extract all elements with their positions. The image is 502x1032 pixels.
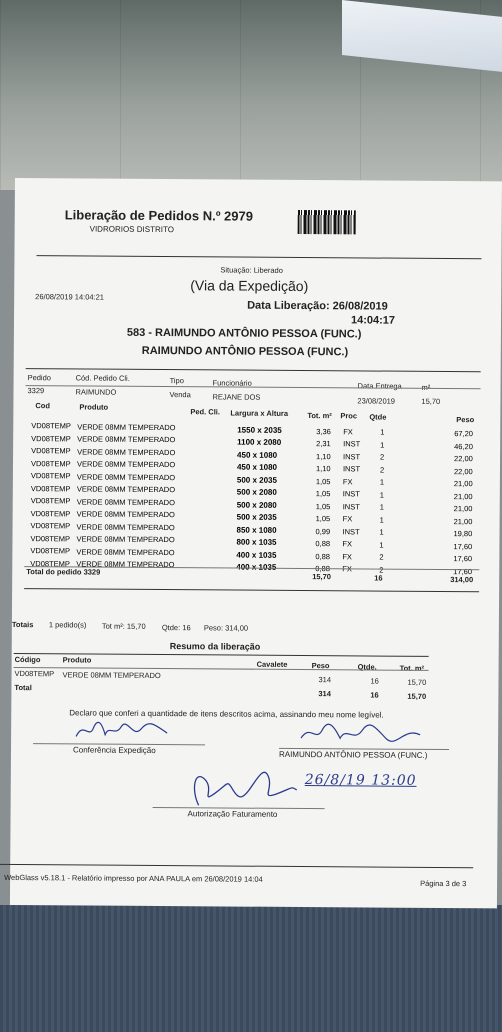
- resumo-col-peso: Peso: [311, 661, 330, 671]
- cell-produto: VERDE 08MM TEMPERADO: [76, 497, 175, 507]
- cliente-line2: RAIMUNDO ANTÔNIO PESSOA (FUNC.): [141, 344, 349, 359]
- value-funcionario: REJANE DOS: [212, 392, 261, 402]
- cell-proc: INST: [343, 452, 361, 462]
- cliente-line1: 583 - RAIMUNDO ANTÔNIO PESSOA (FUNC.): [126, 326, 362, 341]
- cell-peso: 17,60: [453, 541, 473, 551]
- cell-qtde: 1: [379, 527, 384, 537]
- cell-dimensions: 500 x 2080: [236, 500, 277, 510]
- cell-dimensions: 500 x 2035: [236, 475, 277, 485]
- cell-proc: FX: [342, 477, 353, 487]
- resumo-peso: 314: [318, 675, 332, 685]
- value-cod-pedido-cli: RAIMUNDO: [75, 387, 117, 397]
- cell-qtde: 1: [379, 540, 384, 550]
- signature-conferencia: [71, 716, 181, 745]
- cell-m2: 1,05: [315, 514, 331, 524]
- order-total-qtde: 16: [374, 573, 383, 583]
- cell-peso: 22,00: [453, 466, 473, 476]
- cell-m2: 1,10: [316, 451, 331, 461]
- value-data-entrega: 23/08/2019: [357, 396, 396, 406]
- cell-m2: 1,05: [315, 489, 331, 499]
- resumo-col-qtde: Qtde.: [357, 662, 377, 672]
- cell-m2: 0,99: [315, 526, 331, 536]
- cell-dimensions: 1550 x 2035: [237, 425, 282, 435]
- cell-dimensions: 1100 x 2080: [237, 437, 282, 448]
- cell-m2: 1,05: [315, 476, 331, 486]
- resumo-produto: VERDE 08MM TEMPERADO: [62, 670, 161, 681]
- col-peso: Peso: [456, 415, 475, 425]
- col-cod: Cod: [35, 401, 51, 411]
- cell-proc: FX: [343, 427, 353, 437]
- totais-pedidos: 1 pedido(s): [48, 620, 87, 630]
- signature-cliente: [296, 720, 426, 749]
- background-fabric: [0, 905, 502, 1032]
- totais-label: Totais: [11, 619, 34, 630]
- cell-dimensions: 450 x 1080: [237, 450, 278, 460]
- resumo-col-codigo: Código: [14, 655, 41, 665]
- handwritten-date: 26/8/19 13:00: [304, 772, 417, 789]
- declaracao: Declaro que conferi a quantidade de itens descritos acima, assinando meu nome legível.: [69, 708, 384, 720]
- resumo-total-label: Total: [14, 683, 32, 693]
- conferencia-label: Conferência Expedição: [72, 745, 156, 755]
- cell-qtde: 1: [380, 427, 385, 437]
- totais-qtde: Qtde: 16: [161, 623, 191, 633]
- cell-cod: VD08TEMP: [30, 533, 71, 544]
- signature-autorizacao: [181, 759, 301, 812]
- cell-peso: 21,00: [453, 504, 473, 514]
- label-pedido: Pedido: [27, 373, 51, 383]
- cell-m2: 2,31: [316, 439, 331, 449]
- cell-dimensions: 500 x 2035: [236, 512, 277, 523]
- cell-cod: VD08TEMP: [30, 546, 71, 556]
- cell-cod: VD08TEMP: [30, 471, 71, 481]
- cell-peso: 17,60: [453, 566, 473, 576]
- resumo-codigo: VD08TEMP: [14, 669, 55, 679]
- resumo-col-tot-m2: Tot. m²: [399, 663, 425, 673]
- cell-proc: INST: [342, 527, 360, 537]
- resumo-total-peso: 314: [318, 689, 331, 699]
- cell-proc: FX: [342, 564, 352, 574]
- cell-produto: VERDE 08MM TEMPERADO: [77, 447, 176, 457]
- value-m2: 15,70: [421, 396, 441, 406]
- cell-qtde: 2: [379, 565, 384, 575]
- cliente-signature-label: RAIMUNDO ANTÔNIO PESSOA (FUNC.): [278, 749, 428, 760]
- cell-m2: 0,88: [315, 551, 331, 561]
- cell-qtde: 1: [379, 490, 384, 500]
- cell-m2: 0,88: [315, 539, 331, 549]
- hora-liberacao: 14:04:17: [350, 314, 396, 327]
- label-tipo: Tipo: [169, 376, 184, 386]
- divider: [24, 588, 479, 592]
- label-m2: m²: [421, 382, 431, 392]
- cell-dimensions: 400 x 1035: [236, 550, 277, 560]
- autorizacao-label: Autorização Faturamento: [187, 809, 278, 819]
- resumo-total-qtde: 16: [370, 690, 379, 700]
- cell-produto: VERDE 08MM TEMPERADO: [76, 509, 175, 520]
- cell-produto: VERDE 08MM TEMPERADO: [76, 559, 175, 570]
- resumo-col-cavalete: Cavalete: [256, 659, 288, 669]
- cell-produto: VERDE 08MM TEMPERADO: [76, 522, 175, 532]
- value-pedido: 3329: [27, 386, 45, 396]
- cell-m2: 1,05: [315, 501, 331, 511]
- order-total-peso: 314,00: [450, 575, 474, 585]
- col-ped-cli: Ped. Cli.: [190, 407, 220, 417]
- cell-cod: VD08TEMP: [30, 558, 70, 569]
- print-datetime: 26/08/2019 14:04:21: [35, 292, 105, 302]
- cell-proc: INST: [343, 439, 361, 449]
- cell-peso: 19,80: [453, 529, 473, 539]
- cell-cod: VD08TEMP: [31, 433, 71, 444]
- cell-dimensions: 500 x 2080: [236, 487, 277, 498]
- cell-proc: INST: [342, 464, 361, 474]
- cell-qtde: 1: [379, 502, 384, 512]
- cell-dimensions: 400 x 1035: [236, 562, 277, 573]
- col-larg-alt: Largura x Altura: [230, 408, 289, 418]
- order-total-m2: 15,70: [312, 572, 332, 582]
- cell-proc: FX: [342, 539, 353, 549]
- col-produto: Produto: [79, 402, 109, 412]
- resumo-title: Resumo da liberação: [169, 641, 261, 652]
- resumo-col-produto: Produto: [62, 655, 92, 665]
- cell-dimensions: 850 x 1080: [236, 525, 277, 535]
- cell-proc: FX: [342, 552, 352, 562]
- via: (Via da Expedição): [190, 277, 309, 295]
- totais-m2: Tot m²: 15,70: [101, 621, 146, 631]
- divider: [0, 864, 473, 868]
- cell-peso: 22,00: [454, 454, 473, 464]
- cell-peso: 17,60: [453, 554, 473, 564]
- cell-proc: FX: [342, 514, 353, 524]
- cell-qtde: 1: [379, 477, 385, 487]
- value-tipo: Venda: [169, 390, 191, 400]
- cell-produto: VERDE 08MM TEMPERADO: [77, 422, 176, 432]
- cell-produto: VERDE 08MM TEMPERADO: [76, 484, 176, 495]
- label-cod-pedido-cli: Cód. Pedido Cli.: [75, 373, 130, 383]
- cell-qtde: 2: [379, 552, 384, 562]
- label-data-entrega: Data Entrega: [357, 381, 402, 391]
- footer-right: Página 3 de 3: [420, 878, 467, 889]
- cell-dimensions: 450 x 1080: [236, 462, 278, 473]
- cell-qtde: 2: [380, 452, 385, 462]
- cell-proc: INST: [342, 502, 360, 512]
- cell-produto: VERDE 08MM TEMPERADO: [76, 472, 176, 482]
- totais-peso: Peso: 314,00: [203, 623, 249, 633]
- situacao: Situação: Liberado: [220, 265, 283, 275]
- resumo-qtde: 16: [370, 676, 379, 686]
- cell-m2: 0,88: [315, 564, 330, 574]
- cell-cod: VD08TEMP: [30, 496, 71, 506]
- cell-peso: 21,00: [453, 479, 473, 489]
- cell-proc: INST: [342, 489, 360, 499]
- data-liberacao: Data Liberação: 26/08/2019: [247, 299, 388, 313]
- cell-cod: VD08TEMP: [31, 446, 71, 456]
- resumo-tot-m2: 15,70: [407, 677, 427, 687]
- col-tot-m2: Tot. m²: [307, 411, 332, 421]
- cell-peso: 46,20: [454, 441, 473, 451]
- cell-produto: VERDE 08MM TEMPERADO: [76, 459, 176, 470]
- footer-left: WebGlass v5.18.1 - Relatório impresso por ANA PAULA em 26/08/2019 14:04: [4, 872, 263, 884]
- cell-qtde: 1: [380, 440, 385, 450]
- cell-cod: VD08TEMP: [30, 521, 71, 531]
- cell-qtde: 1: [379, 515, 384, 525]
- cell-cod: VD08TEMP: [30, 483, 71, 494]
- col-qtde: Qtde: [369, 412, 387, 422]
- cell-qtde: 2: [379, 465, 385, 475]
- barcode: [298, 210, 356, 234]
- cell-cod: VD08TEMP: [30, 508, 71, 519]
- cell-cod: VD08TEMP: [31, 421, 71, 431]
- resumo-total-tot-m2: 15,70: [407, 691, 427, 701]
- document-page: [4, 178, 502, 908]
- cell-produto: VERDE 08MM TEMPERADO: [77, 434, 176, 445]
- cell-cod: VD08TEMP: [30, 458, 71, 469]
- cell-m2: 3,36: [316, 426, 331, 436]
- label-funcionario: Funcionário: [212, 378, 252, 388]
- cell-peso: 21,00: [453, 491, 473, 501]
- cell-peso: 21,00: [453, 516, 473, 526]
- cell-dimensions: 800 x 1035: [236, 537, 277, 548]
- cell-peso: 67,20: [454, 429, 474, 439]
- cell-produto: VERDE 08MM TEMPERADO: [76, 547, 175, 557]
- cell-produto: VERDE 08MM TEMPERADO: [76, 534, 175, 545]
- cell-m2: 1,10: [315, 464, 331, 474]
- divider: [26, 368, 481, 372]
- document-title: Liberação de Pedidos N.º 2979: [64, 207, 254, 224]
- order-total-label: Total do pedido 3329: [26, 567, 101, 577]
- company-name: VIDRORIOS DISTRITO: [89, 224, 174, 235]
- col-proc: Proc: [340, 411, 358, 421]
- divider: [36, 255, 481, 259]
